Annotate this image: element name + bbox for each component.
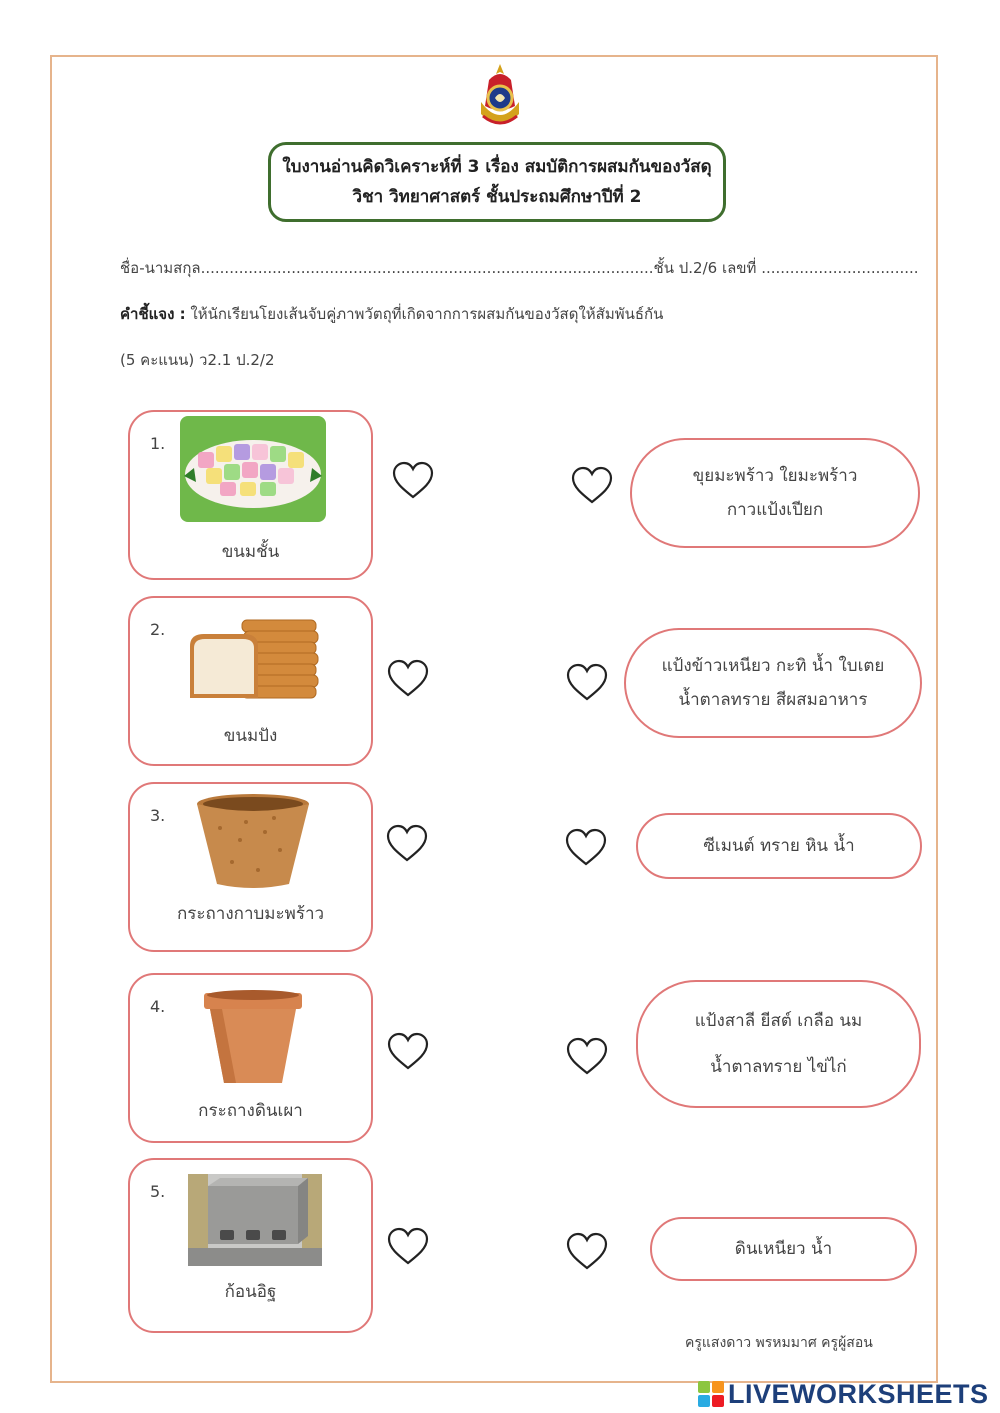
answer-box-3	[636, 813, 922, 879]
answer-line: ขุยมะพร้าว ใยมะพร้าว	[692, 466, 858, 486]
heart-connector-right-4[interactable]	[565, 1036, 609, 1076]
heart-connector-left-1[interactable]	[391, 460, 435, 500]
item-label: กระถางดินเผา	[198, 1101, 303, 1121]
item-label: ขนมชั้น	[221, 542, 280, 562]
item-card-1	[128, 410, 373, 580]
school-emblem	[473, 62, 527, 134]
item-card-5	[128, 1158, 373, 1333]
worksheet-subtitle: วิชา วิทยาศาสตร์ ชั้นประถมศึกษาปีที่ 2	[352, 187, 642, 207]
brand-name: LIVEWORKSHEETS	[728, 1378, 989, 1409]
teacher-credit: ครูแสงดาว พรหมมาศ ครูผู้สอน	[685, 1335, 873, 1351]
score-note: (5 คะแนน) ว2.1 ป.2/2	[120, 351, 275, 369]
item-number: 1.	[150, 434, 166, 453]
answer-box-5	[650, 1217, 917, 1281]
worksheet-title-box	[268, 142, 726, 222]
answer-line: แป้งข้าวเหนียว กะทิ น้ำ ใบเตย	[661, 656, 885, 676]
liveworksheets-logo[interactable]	[698, 1378, 989, 1410]
instruction	[120, 302, 663, 326]
layered-dessert-image	[180, 416, 326, 522]
answer-line: ดินเหนียว น้ำ	[734, 1239, 833, 1259]
heart-connector-left-4[interactable]	[386, 1031, 430, 1071]
student-name-line: ชื่อ-นามสกุล...............................................................................................ชั้น ป.2/6 เลขที่ .................................	[120, 259, 919, 277]
answer-box-4	[636, 980, 921, 1108]
liveworksheets-logo-icon	[698, 1381, 724, 1407]
item-card-4	[128, 973, 373, 1143]
item-number: 4.	[150, 997, 166, 1016]
answer-line: น้ำตาลทราย ไข่ไก่	[710, 1057, 847, 1077]
answer-line: แป้งสาลี ยีสต์ เกลือ นม	[694, 1011, 863, 1031]
heart-connector-left-3[interactable]	[385, 823, 429, 863]
item-number: 3.	[150, 806, 166, 825]
item-number: 2.	[150, 620, 166, 639]
heart-connector-left-2[interactable]	[386, 658, 430, 698]
instruction-text: ให้นักเรียนโยงเส้นจับคู่ภาพวัตถุที่เกิดจากการผสมกันของวัสดุให้สัมพันธ์กัน	[185, 305, 664, 323]
heart-connector-right-2[interactable]	[565, 662, 609, 702]
heart-connector-left-5[interactable]	[386, 1226, 430, 1266]
bread-image	[180, 602, 326, 708]
heart-connector-right-3[interactable]	[564, 827, 608, 867]
answer-box-1	[630, 438, 920, 548]
coconut-fiber-pot-image	[180, 788, 326, 894]
instruction-label: คำชี้แจง :	[120, 305, 186, 323]
answer-line: ซีเมนต์ ทราย หิน น้ำ	[703, 836, 855, 856]
answer-line: กาวแป้งเปียก	[726, 500, 824, 520]
clay-pot-image	[180, 979, 326, 1085]
answer-box-2	[624, 628, 922, 738]
item-label: ก้อนอิฐ	[224, 1282, 277, 1302]
item-number: 5.	[150, 1182, 166, 1201]
answer-line: น้ำตาลทราย สีผสมอาหาร	[678, 690, 868, 710]
heart-connector-right-1[interactable]	[570, 465, 614, 505]
heart-connector-right-5[interactable]	[565, 1231, 609, 1271]
worksheet-title: ใบงานอ่านคิดวิเคราะห์ที่ 3 เรื่อง สมบัติการผสมกันของวัสดุ	[282, 157, 712, 177]
item-card-2	[128, 596, 373, 766]
concrete-block-image	[180, 1164, 326, 1270]
item-label: กระถางกาบมะพร้าว	[176, 904, 325, 924]
item-label: ขนมปัง	[223, 726, 278, 746]
item-card-3	[128, 782, 373, 952]
